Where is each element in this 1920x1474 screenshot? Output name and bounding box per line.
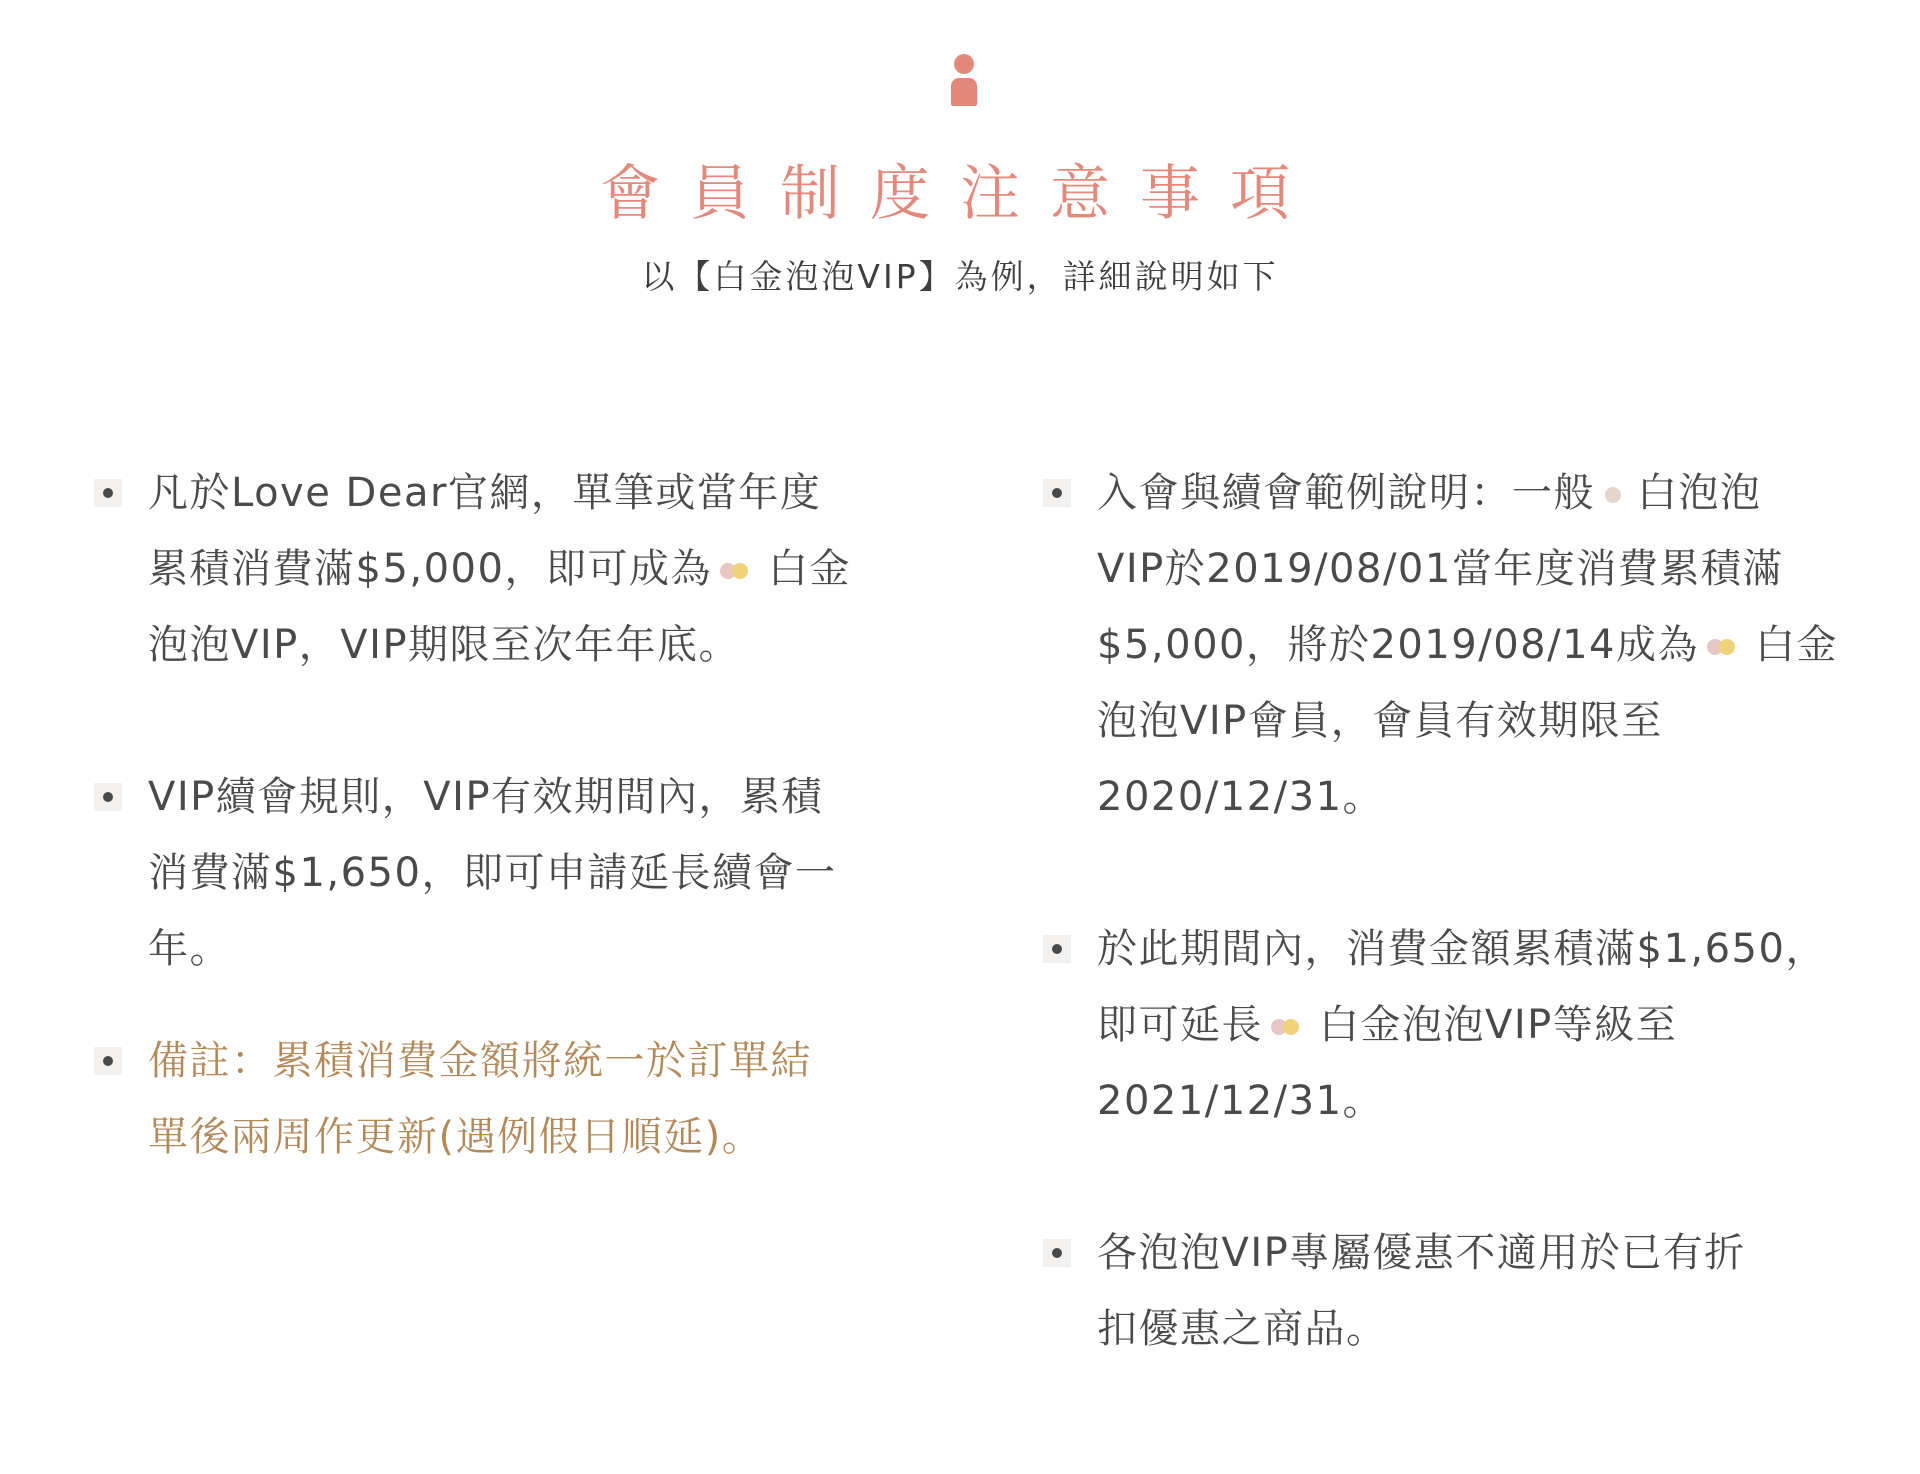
note-line: 於此期間內，消費金額累積滿$1,650， [1097,926,1827,972]
note-text: $5,000，將於2019/08/14成為 [1097,622,1700,668]
page-subtitle: 以【白金泡泡VIP】為例，詳細說明如下 [641,257,1279,296]
bullet-icon [94,1047,122,1075]
note-extension [1043,911,1903,1139]
note-line: 各泡泡VIP專屬優惠不適用於已有折 [1097,1230,1746,1276]
note-line [1097,607,1903,683]
note-text: 白泡泡 [1637,470,1762,516]
platinum-tier-icon [1707,638,1743,656]
note-line: 扣優惠之商品。 [1097,1306,1388,1352]
person-icon-body [951,78,977,106]
left-notes-list [94,455,894,1175]
platinum-tier-icon [1271,1018,1307,1036]
bullet-icon [1043,935,1071,963]
bullet-icon [94,479,122,507]
person-icon [951,54,977,106]
note-line [1097,987,1903,1063]
note-text: 白金 [767,546,851,592]
note-line: VIP續會規則，VIP有效期間內，累積 [148,774,824,820]
note-line: 年。 [148,926,231,972]
note-text: 白金 [1755,622,1839,668]
note-text: 入會與續會範例說明：一般 [1097,470,1595,516]
note-line: 凡於Love Dear官網，單筆或當年度 [148,470,822,516]
note-line [1097,455,1903,531]
note-line: 2021/12/31。 [1097,1078,1385,1124]
right-notes-list [1043,455,1903,1367]
note-text: 即可延長 [1097,1002,1263,1048]
note-example [1043,455,1903,835]
page-title: 會員制度注意事項 [600,159,1320,229]
bullet-icon [1043,1239,1071,1267]
note-line: 消費滿$1,650，即可申請延長續會一 [148,850,837,896]
platinum-tier-icon [720,562,756,580]
person-icon-head [954,54,974,74]
bullet-icon [94,783,122,811]
note-text: 累積消費滿$5,000，即可成為 [148,546,712,592]
note-line: 泡泡VIP會員，會員有效期限至 [1097,698,1663,744]
note-text: 白金泡泡VIP等級至 [1319,1002,1678,1048]
note-vip-qualification [94,455,894,683]
general-tier-icon [1605,487,1621,503]
note-line: 備註：累積消費金額將統一於訂單結 [148,1038,812,1084]
note-discount-exclusion [1043,1215,1903,1367]
note-line: 2020/12/31。 [1097,774,1385,820]
note-remark [94,1023,894,1175]
note-line: 泡泡VIP，VIP期限至次年年底。 [148,622,741,668]
note-line: 單後兩周作更新(遇例假日順延)。 [148,1114,764,1160]
bullet-icon [1043,479,1071,507]
note-line [148,531,894,607]
note-line: VIP於2019/08/01當年度消費累積滿 [1097,546,1784,592]
note-renewal-rule [94,759,894,987]
